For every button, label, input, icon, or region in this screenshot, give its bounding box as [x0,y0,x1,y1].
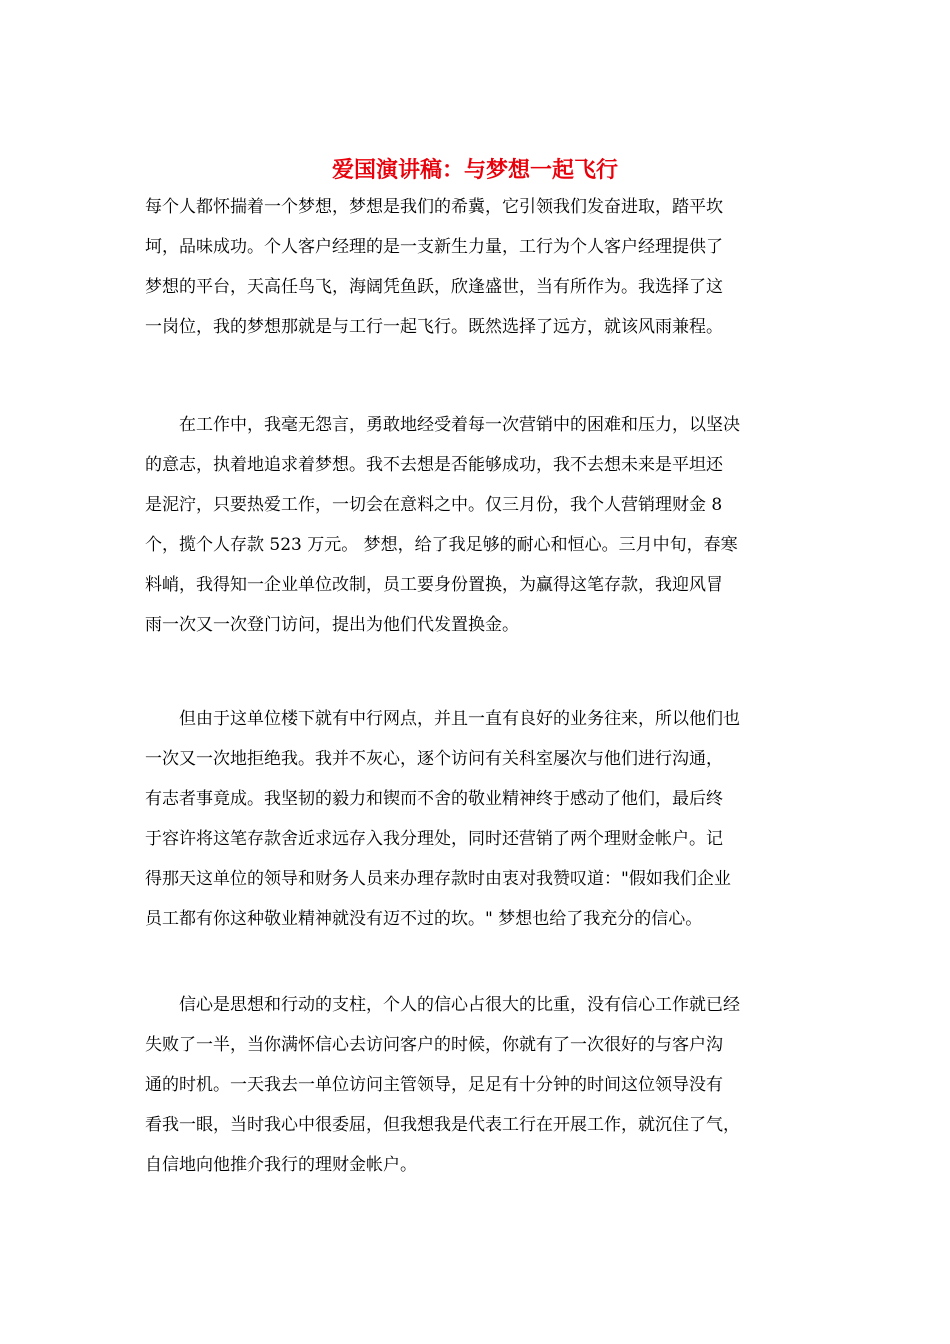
paragraph-2: 在工作中，我毫无怨言，勇敢地经受着每一次营销中的困难和压力，以坚决 的意志，执着地追求着梦想。我不去想是否能够成功，我不去想未来是平坦还 是泥泞，只要热爱工作，一切会在意料之中。仅三月份，我个人营销理财金 8 个，揽个人存款 523 万元。 梦想，给了我足够的耐心和恒心。三月中旬，春寒 料峭，我得知一企业单位改制，员工要身份置换，为赢得这笔存款，我迎风冒 雨一次又一次登门访问，提出为他们代发置换金。 [145,415,740,635]
paragraph-1: 每个人都怀揣着一个梦想，梦想是我们的希冀，它引领我们发奋进取，踏平坎 坷，品味成功。个人客户经理的是一支新生力量，工行为个人客户经理提供了 梦想的平台，天高任鸟飞，海阔凭鱼跃，欣逢盛世，当有所作为。我选择了这 一岗位，我的梦想那就是与工行一起飞行。既然选择了远方，就该风雨兼程。 [145,197,723,337]
document-title: 爱国演讲稿：与梦想一起飞行 [331,157,618,183]
paragraph-3: 但由于这单位楼下就有中行网点，并且一直有良好的业务往来，所以他们也 一次又一次地拒绝我。我并不灰心，逐个访问有关科室屡次与他们进行沟通， 有志者事竟成。我坚韧的毅力和锲而不舍的敬业精神终于感动了他们，最后终 于容许将这笔存款舍近求远存入我分理处，同时还营销了两个理财金帐户。记 得那天这单位的领导和财务人员来办理存款时由衷对我赞叹道："假如我们企业 员工都有你这种敬业精神就没有迈不过的坎。" 梦想也给了我充分的信心。 [145,709,740,929]
paragraph-4: 信心是思想和行动的支柱，个人的信心占很大的比重，没有信心工作就已经 失败了一半，当你满怀信心去访问客户的时候，你就有了一次很好的与客户沟 通的时机。一天我去一单位访问主管领导，足足有十分钟的时间这位领导没有 看我一眼，当时我心中很委屈，但我想我是代表工行在开展工作，就沉住了气， 自信地向他推介我行的理财金帐户。 [145,995,740,1175]
